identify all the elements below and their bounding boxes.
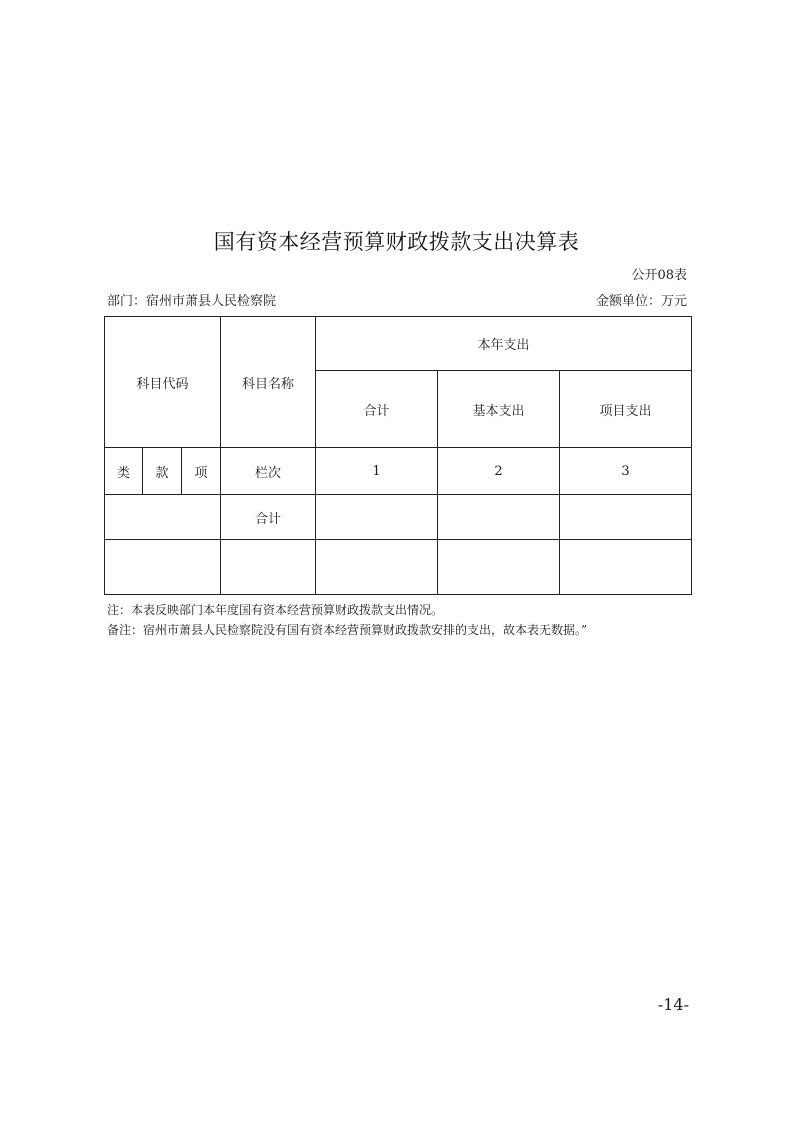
amount-unit-label: 金额单位：万元	[595, 294, 687, 309]
empty-code-cell	[105, 540, 221, 595]
total-row-project-cell	[560, 495, 692, 540]
department-label: 部门：宿州市萧县人民检察院	[107, 294, 277, 309]
year-expense-header: 本年支出	[316, 317, 692, 371]
subject-name-header: 科目名称	[221, 317, 316, 448]
note-line-2: 备注：宿州市萧县人民检察院没有国有资本经营预算财政拨款安排的支出，故本表无数据。”	[107, 623, 588, 637]
total-row-label: 合计	[221, 495, 316, 540]
total-row-basic-cell	[438, 495, 560, 540]
column-index-1: 1	[316, 448, 438, 495]
page-number: -14-	[657, 995, 689, 1014]
table-row	[105, 540, 692, 595]
empty-name-cell	[221, 540, 316, 595]
project-expense-header: 项目支出	[560, 371, 692, 448]
header-row-1	[105, 317, 692, 371]
empty-total-cell	[316, 540, 438, 595]
table-title: 国有资本经营预算财政拨款支出决算表	[213, 230, 580, 254]
column-index-3: 3	[560, 448, 692, 495]
total-row	[105, 495, 692, 540]
form-number: 公开08表	[631, 268, 687, 283]
column-index-row	[105, 448, 692, 495]
empty-project-cell	[560, 540, 692, 595]
column-index-2: 2	[438, 448, 560, 495]
notes	[107, 600, 587, 640]
expense-table	[104, 316, 692, 595]
empty-basic-cell	[438, 540, 560, 595]
subject-code-header: 科目代码	[105, 317, 221, 448]
total-header: 合计	[316, 371, 438, 448]
column-index-label: 栏次	[221, 448, 316, 495]
category-label: 类	[105, 448, 143, 495]
section-label: 款	[143, 448, 182, 495]
note-line-1: 注：本表反映部门本年度国有资本经营预算财政拨款支出情况。	[107, 603, 444, 617]
item-label: 项	[182, 448, 221, 495]
total-row-total-cell	[316, 495, 438, 540]
basic-expense-header: 基本支出	[438, 371, 560, 448]
total-row-code-cell	[105, 495, 221, 540]
